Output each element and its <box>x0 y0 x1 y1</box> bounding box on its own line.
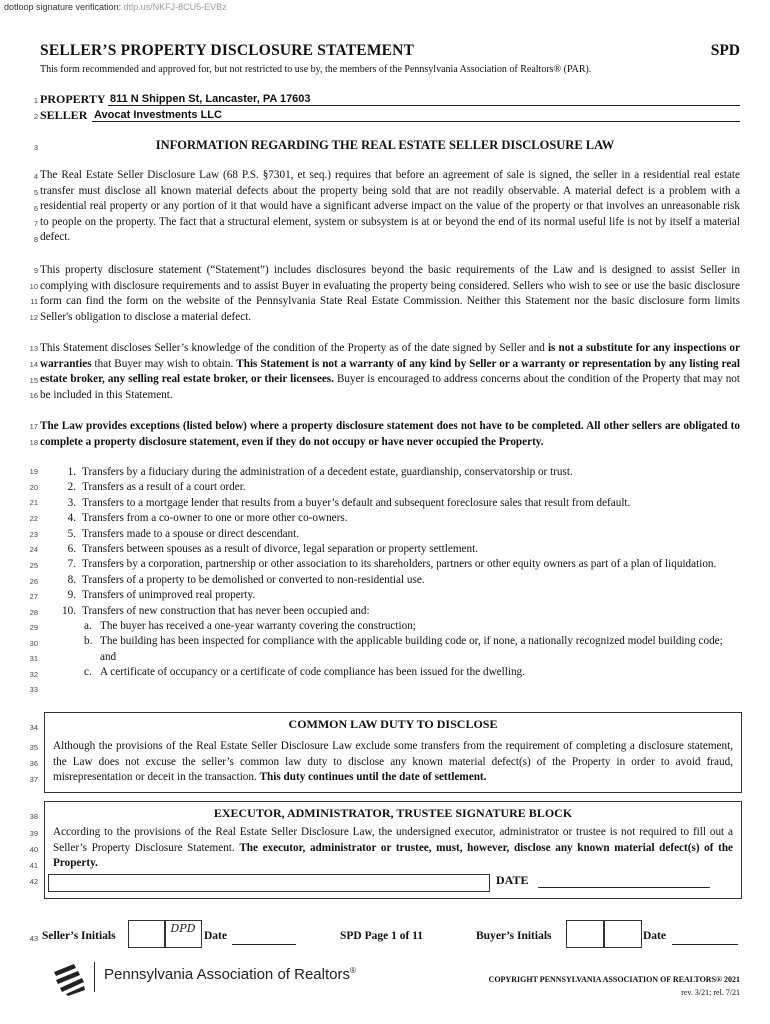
line-number: 17 <box>29 422 38 431</box>
exception-text: Transfers between spouses as a result of divorce, legal separation or property settlement. <box>82 543 479 556</box>
exception-text: Transfers of a property to be demolished or converted to non-residential use. <box>82 573 425 586</box>
exception-text: Transfers as a result of a court order. <box>82 481 246 494</box>
common-law-heading: COMMON LAW DUTY TO DISCLOSE <box>288 717 498 731</box>
exception-text: Transfers of new construction that has never been occupied and: <box>82 604 370 617</box>
line-number: 22 <box>29 514 38 523</box>
exceptions-list <box>40 465 740 681</box>
line-number: 12 <box>29 313 38 322</box>
exception-sub-letter: b. <box>84 635 93 648</box>
line-number: 37 <box>29 775 38 784</box>
exception-item <box>40 542 740 557</box>
paragraph-knowledge-text: This Statement discloses Seller’s knowledge of the condition of the Property as of the date signed by Seller and is not a substitute for any inspections or warranties that Buyer may wish to obtain. This Statement is not a warranty of any kind by Seller or a warranty or representation by any listing real estate broker, any selling real estate broker, or their licensees. Buyer is encouraged to address concerns about the condition of the Property that may not be included in this Statement. <box>40 342 740 401</box>
paragraph-exceptions-text: The Law provides exceptions (listed below) where a property disclosure statement does not have to be completed. All other sellers are obligated to complete a property disclosure statement, even if they do not occupy or have never occupied the Property. <box>40 420 740 448</box>
exception-number: 5. <box>67 527 76 540</box>
line-number: 39 <box>29 829 38 838</box>
paragraph-statement-text: This property disclosure statement (“Statement”) includes disclosures beyond the basic requirements of the Law and is designed to assist Seller in complying with disclosure requirements and to assist Buyer in evaluating the property being considered. Sellers who wish to see or use the basic disclosure form can find the form on the website of the Pennsylvania State Real Estate Commission. Neither this Statement nor the basic disclosure form limits Seller's obligation to disclose a material defect. <box>40 264 740 323</box>
line-number: 2 <box>33 112 38 121</box>
line-number: 34 <box>29 723 38 732</box>
line-number: 6 <box>33 204 38 213</box>
exception-number: 8. <box>67 573 76 586</box>
exception-sub-letter: a. <box>84 620 92 633</box>
paragraph-law <box>40 168 740 246</box>
org-name: Pennsylvania Association of Realtors® <box>104 966 356 983</box>
exception-number: 3. <box>67 496 76 509</box>
exception-item <box>40 604 740 619</box>
exception-item <box>40 465 740 480</box>
exception-number: 4. <box>67 512 76 525</box>
line-number: 15 <box>29 376 38 385</box>
line-number: 21 <box>29 498 38 507</box>
paragraph-knowledge <box>40 341 740 403</box>
exception-item <box>40 573 740 588</box>
page-indicator: SPD Page 1 of 11 <box>340 930 424 942</box>
exception-sub-text: The buyer has received a one-year warranty covering the construction; <box>100 620 416 633</box>
par-logo-icon <box>52 960 88 996</box>
line-number: 29 <box>29 623 38 632</box>
line-number: 13 <box>29 344 38 353</box>
line-number: 9 <box>33 266 38 275</box>
logo-divider <box>94 962 95 992</box>
exception-item <box>40 480 740 495</box>
line-number: 16 <box>29 391 38 400</box>
exception-text: Transfers to a mortgage lender that results from a buyer’s default and subsequent foreclosure sales that result from default. <box>82 496 631 509</box>
line-number: 19 <box>29 467 38 476</box>
line-number: 38 <box>29 812 38 821</box>
exception-number: 10. <box>62 604 76 617</box>
copyright: COPYRIGHT PENNSYLVANIA ASSOCIATION OF REALTORS® 2021 <box>488 975 740 984</box>
line-number: 33 <box>29 685 38 694</box>
property-field[interactable]: 811 N Shippen St, Lancaster, PA 17603 <box>110 93 311 105</box>
exception-number: 9. <box>67 589 76 602</box>
line-number: 23 <box>29 530 38 539</box>
exception-number: 2. <box>67 481 76 494</box>
exception-sub-text: A certificate of occupancy or a certificate of code compliance has been issued for the dwelling. <box>100 666 525 679</box>
form-code: SPD <box>710 42 740 59</box>
line-number: 27 <box>29 592 38 601</box>
executor-date-field[interactable] <box>538 887 710 888</box>
line-number: 41 <box>29 861 38 870</box>
line-number: 35 <box>29 743 38 752</box>
line-number: 3 <box>33 143 38 152</box>
line-number: 8 <box>33 235 38 244</box>
line-number: 18 <box>29 438 38 447</box>
verification-link[interactable]: dtlp.us/NKFJ-8CU5-EVBz <box>123 2 227 12</box>
exception-item <box>40 588 740 603</box>
line-number: 30 <box>29 639 38 648</box>
exception-text: Transfers from a co-owner to one or more other co-owners. <box>82 512 348 525</box>
line-number: 7 <box>33 219 38 228</box>
seller-date-field[interactable] <box>232 944 296 945</box>
exception-sub-text: The building has been inspected for compliance with the applicable building code or, if none, a nationally recognized model building code; and <box>100 635 723 663</box>
seller-field[interactable]: Avocat Investments LLC <box>94 109 222 121</box>
line-number: 26 <box>29 577 38 586</box>
exception-text: Transfers of unimproved real property. <box>82 589 256 602</box>
executor-text: According to the provisions of the Real Estate Seller Disclosure Law, the undersigned executor, administrator or trustee is not required to fill out a Seller’s Property Disclosure Statement. The executor, administrator or trustee, must, however, disclose any known material defect(s) of the Property. <box>53 826 734 870</box>
line-number: 20 <box>29 483 38 492</box>
executor-heading: EXECUTOR, ADMINISTRATOR, TRUSTEE SIGNATURE BLOCK <box>213 806 573 820</box>
buyer-initials-label: Buyer’s Initials <box>476 930 552 942</box>
line-number: 42 <box>29 877 38 886</box>
paragraph-law-text: The Real Estate Seller Disclosure Law (68 P.S. §7301, et seq.) requires that before an agreement of sale is signed, the seller in a residential real estate transfer must disclose all known material defects about the property being sold that are not readily observable. A material defect is a problem with a residential real property or any portion of it that would have a significant adverse impact on the value of the property or that involves an unreasonable risk to people on the property. The fact that a structural element, system or subsystem is at or beyond the end of its normal useful life is not by itself a material defect. <box>40 169 740 244</box>
seller-label: SELLER <box>40 108 88 122</box>
paragraph-exceptions <box>40 419 740 450</box>
executor-signature-field[interactable] <box>48 874 490 892</box>
seller-initial-mark: DPD <box>170 922 196 935</box>
seller-initials-box-1[interactable] <box>128 920 166 948</box>
line-number: 1 <box>33 96 38 105</box>
exception-sub-item <box>40 634 740 665</box>
line-number: 43 <box>29 934 38 943</box>
line-number: 4 <box>33 172 38 181</box>
disclosure-law-heading: INFORMATION REGARDING THE REAL ESTATE SELLER DISCLOSURE LAW <box>155 138 615 152</box>
buyer-date-field[interactable] <box>672 944 738 945</box>
property-label: PROPERTY <box>40 92 106 106</box>
line-number: 40 <box>29 845 38 854</box>
property-field-line <box>108 105 740 106</box>
line-number: 24 <box>29 545 38 554</box>
line-number: 10 <box>29 282 38 291</box>
paragraph-statement <box>40 263 740 325</box>
buyer-initials-box-2[interactable] <box>604 920 642 948</box>
executor-date-label: DATE <box>496 873 529 887</box>
exception-number: 1. <box>67 466 76 478</box>
exception-item <box>40 496 740 511</box>
seller-field-line <box>92 121 740 122</box>
exception-text: Transfers by a corporation, partnership or other association to its shareholders, partners or other equity owners as part of a plan of liquidation. <box>82 558 717 571</box>
line-number: 31 <box>29 654 38 663</box>
form-subtitle: This form recommended and approved for, but not restricted to use by, the members of the Pennsylvania Association of Realtors® (PAR). <box>40 64 592 75</box>
revision: rev. 3/21; rel. 7/21 <box>681 988 740 997</box>
exception-item <box>40 511 740 526</box>
line-number: 11 <box>30 297 38 306</box>
buyer-initials-box-1[interactable] <box>566 920 604 948</box>
exception-sub-letter: c. <box>84 666 92 679</box>
exception-text: Transfers made to a spouse or direct descendant. <box>82 527 300 540</box>
line-number: 28 <box>29 608 38 617</box>
common-law-text: Although the provisions of the Real Estate Seller Disclosure Law exclude some transfers from the requirement of completing a disclosure statement, the Law does not excuse the seller’s common law duty to disclose any known material defect(s) of the Property in order to avoid fraud, misrepresentation or deceit in the transaction. This duty continues until the date of settlement. <box>53 740 733 784</box>
signature-verification <box>4 2 227 12</box>
exception-number: 6. <box>67 543 76 556</box>
common-law-box <box>44 712 742 793</box>
line-number: 14 <box>29 360 38 369</box>
seller-date-label: Date <box>204 930 227 942</box>
line-number: 5 <box>33 188 38 197</box>
line-number: 32 <box>29 670 38 679</box>
exception-item <box>40 557 740 572</box>
buyer-date-label: Date <box>643 930 666 942</box>
seller-initials-label: Seller’s Initials <box>42 930 116 942</box>
exception-text: Transfers by a fiduciary during the administration of a decedent estate, guardianship, conservatorship or trust. <box>82 466 573 478</box>
line-number: 25 <box>29 561 38 570</box>
exception-number: 7. <box>67 558 76 571</box>
exception-sub-item <box>40 665 740 680</box>
verification-label: dotloop signature verification: <box>4 2 122 12</box>
exception-item <box>40 527 740 542</box>
line-number: 36 <box>29 759 38 768</box>
exception-sub-item <box>40 619 740 634</box>
form-title: SELLER’S PROPERTY DISCLOSURE STATEMENT <box>40 42 415 59</box>
